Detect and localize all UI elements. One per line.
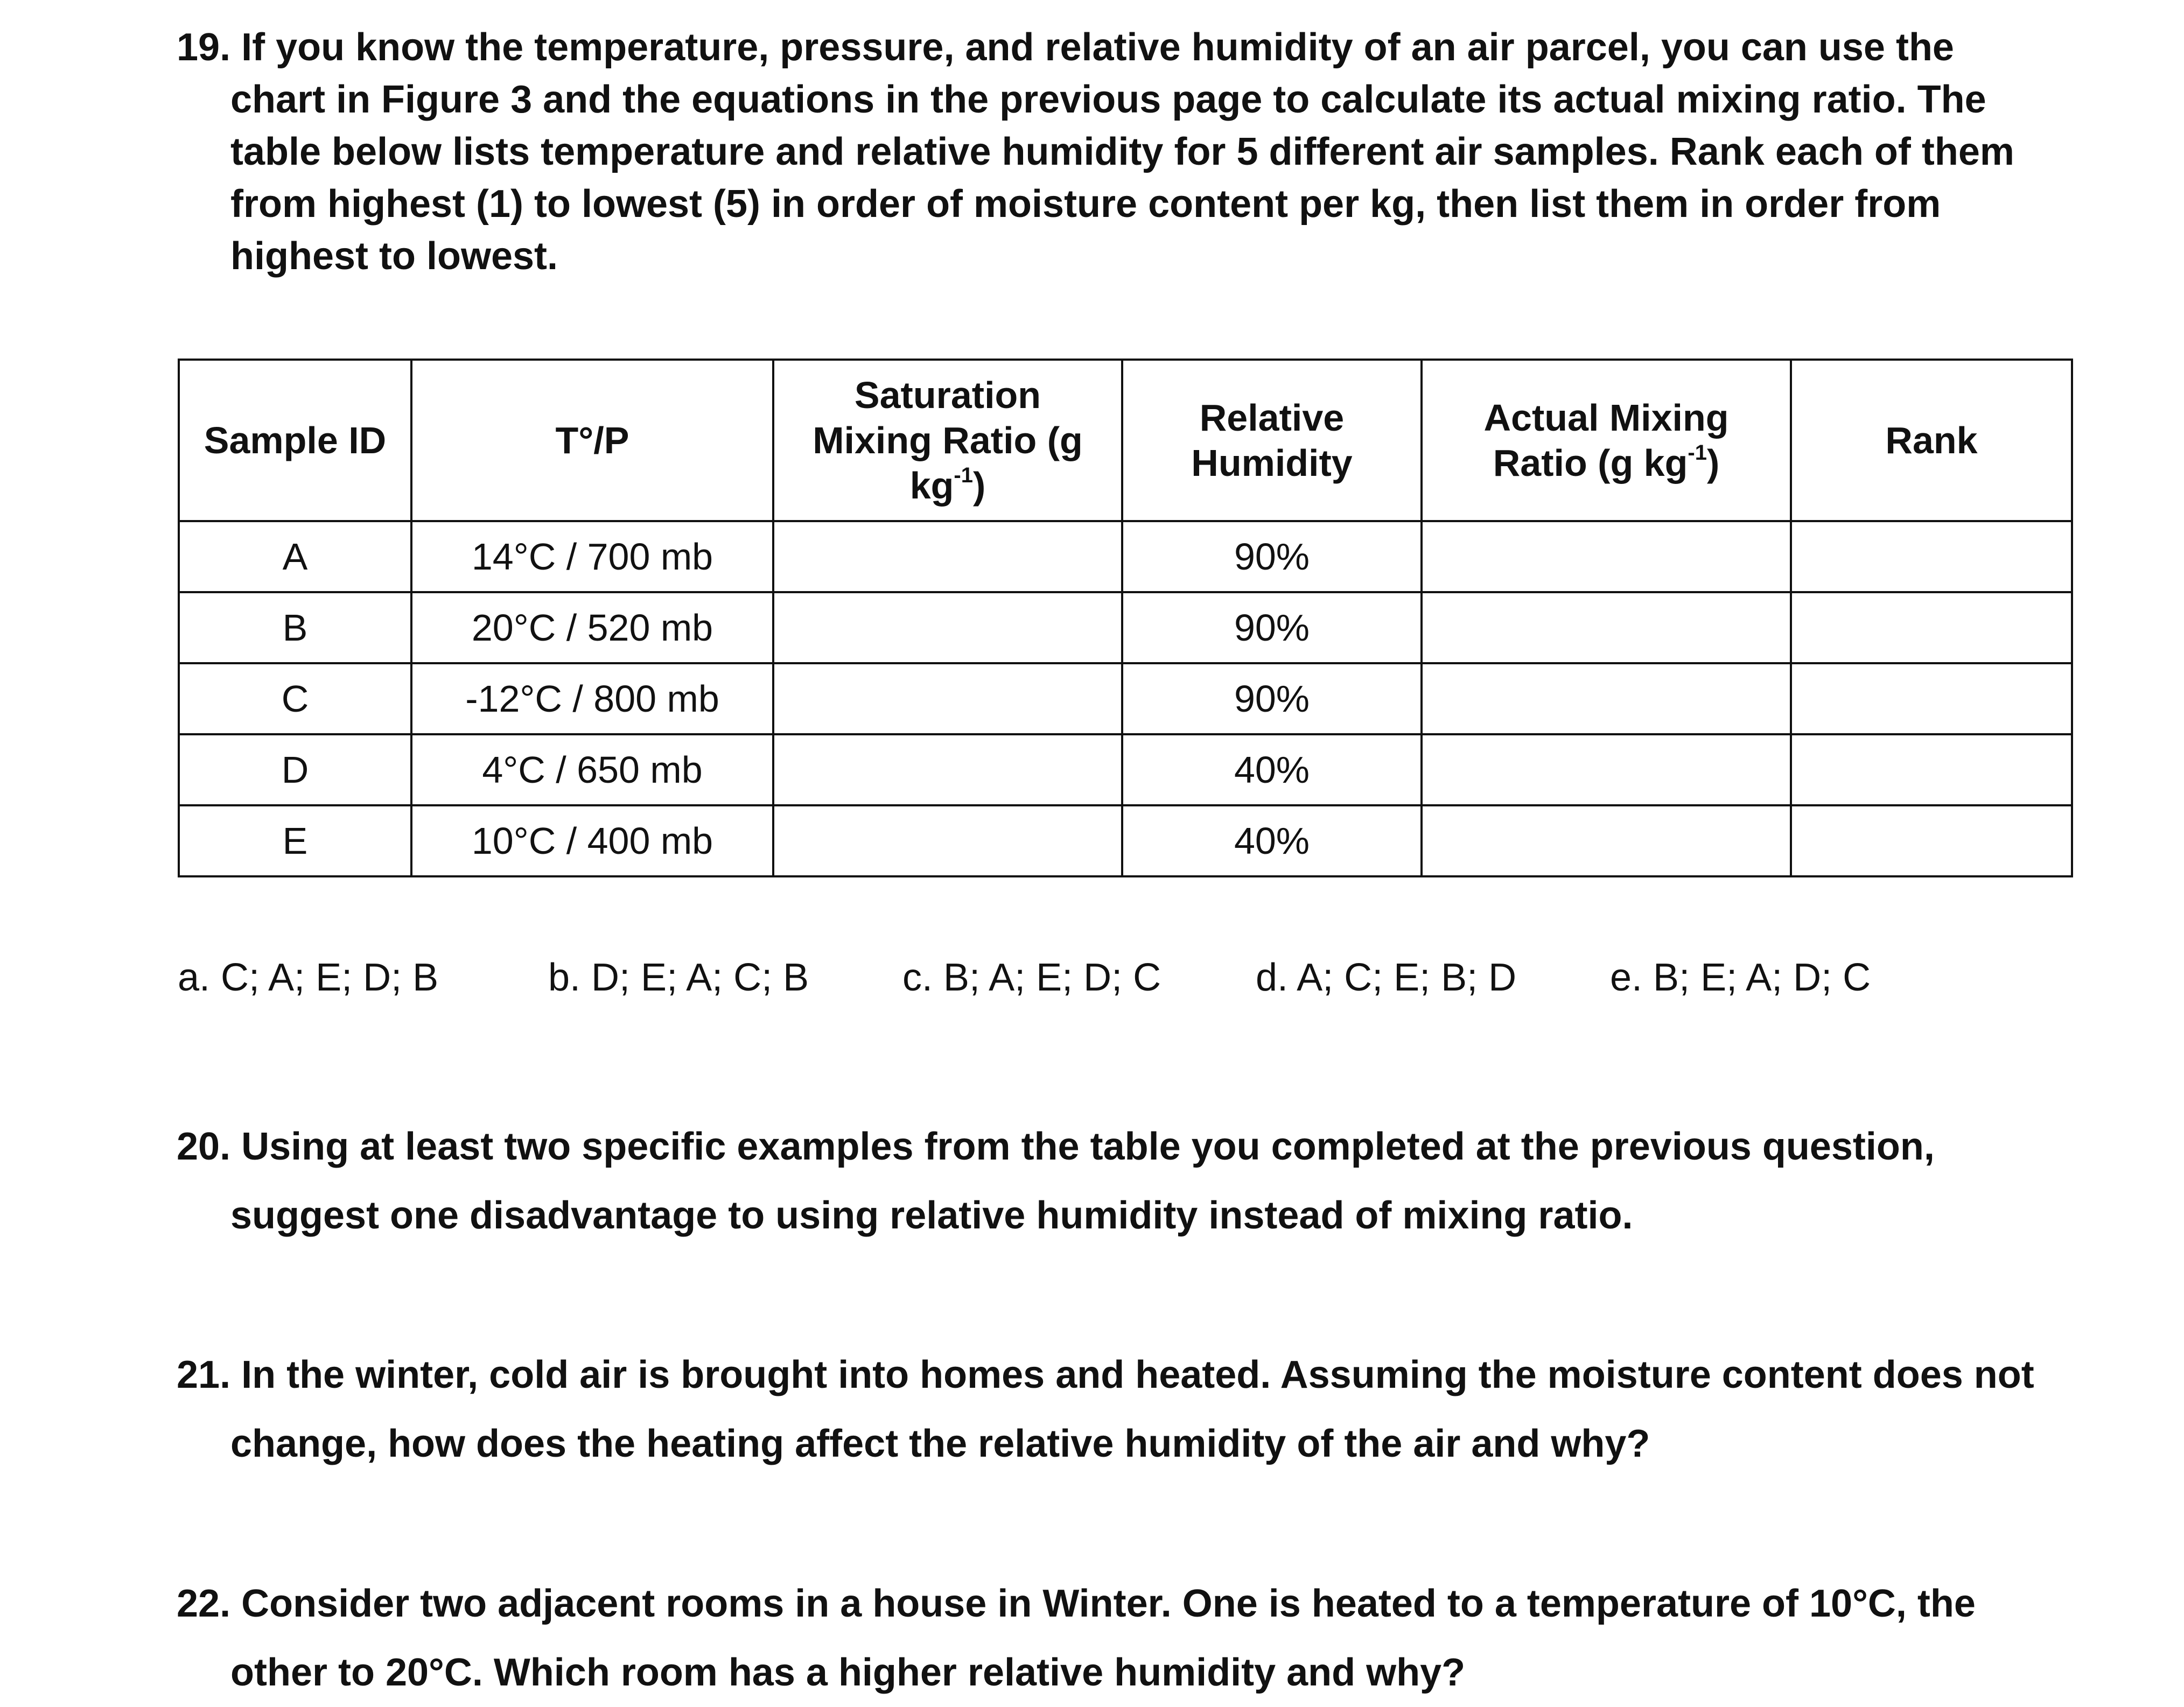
- cell-sample-id: A: [179, 521, 411, 592]
- cell-tp: -12°C / 800 mb: [411, 663, 773, 734]
- cell-actual-mixing-ratio[interactable]: [1422, 805, 1791, 876]
- table-row: [179, 592, 2072, 663]
- question-19-line-2: chart in Figure 3 and the equations in the previous page to calculate its actual mixing ratio. The: [230, 78, 1986, 121]
- question-19: [177, 22, 2094, 283]
- cell-relative-humidity: 90%: [1122, 663, 1422, 734]
- question-19-line-4: from highest (1) to lowest (5) in order of moisture content per kg, then list them in order from: [230, 182, 1941, 226]
- cell-saturation-mixing-ratio[interactable]: [773, 805, 1122, 876]
- header-tp: T°/P: [411, 360, 773, 521]
- cell-actual-mixing-ratio[interactable]: [1422, 592, 1791, 663]
- question-19-number: 19.: [177, 26, 231, 69]
- cell-relative-humidity: 90%: [1122, 592, 1422, 663]
- cell-tp: 4°C / 650 mb: [411, 734, 773, 805]
- cell-tp: 14°C / 700 mb: [411, 521, 773, 592]
- cell-saturation-mixing-ratio[interactable]: [773, 734, 1122, 805]
- cell-actual-mixing-ratio[interactable]: [1422, 521, 1791, 592]
- cell-actual-mixing-ratio[interactable]: [1422, 734, 1791, 805]
- question-19-line-1: 19. If you know the temperature, pressure, and relative humidity of an air parcel, you can use the: [177, 22, 2094, 74]
- question-22-number: 22.: [177, 1582, 231, 1625]
- question-21: [177, 1340, 2094, 1478]
- cell-rank[interactable]: [1791, 734, 2072, 805]
- header-relative-humidity: Relative Humidity: [1122, 360, 1422, 521]
- choice-d[interactable]: d. A; C; E; B; D: [1256, 956, 1517, 999]
- cell-relative-humidity: 40%: [1122, 805, 1422, 876]
- cell-sample-id: E: [179, 805, 411, 876]
- cell-sample-id: D: [179, 734, 411, 805]
- question-22: [177, 1569, 2094, 1707]
- table-row: [179, 521, 2072, 592]
- cell-tp: 20°C / 520 mb: [411, 592, 773, 663]
- cell-rank[interactable]: [1791, 592, 2072, 663]
- cell-rank[interactable]: [1791, 521, 2072, 592]
- table-row: [179, 734, 2072, 805]
- cell-saturation-mixing-ratio[interactable]: [773, 592, 1122, 663]
- question-22-line-1: 22. Consider two adjacent rooms in a house in Winter. One is heated to a temperature of 10°C, the: [177, 1569, 2094, 1638]
- question-20-line-1: 20. Using at least two specific examples from the table you completed at the previous question,: [177, 1112, 2094, 1181]
- cell-relative-humidity: 40%: [1122, 734, 1422, 805]
- choice-c[interactable]: c. B; A; E; D; C: [902, 956, 1161, 999]
- question-20-line-2: suggest one disadvantage to using relative humidity instead of mixing ratio.: [230, 1194, 1633, 1237]
- question-21-line-1: 21. In the winter, cold air is brought into homes and heated. Assuming the moisture content does not: [177, 1340, 2094, 1409]
- question-22-line-2: other to 20°C. Which room has a higher relative humidity and why?: [230, 1651, 1466, 1694]
- question-20-number: 20.: [177, 1125, 231, 1168]
- question-21-number: 21.: [177, 1353, 231, 1396]
- table-row: [179, 663, 2072, 734]
- choice-b[interactable]: b. D; E; A; C; B: [548, 956, 809, 999]
- answer-choices: [0, 956, 2184, 1009]
- question-20: [177, 1112, 2094, 1250]
- header-sample-id: Sample ID: [179, 360, 411, 521]
- cell-relative-humidity: 90%: [1122, 521, 1422, 592]
- header-saturation-mixing-ratio: Saturation Mixing Ratio (g $kg^{-1}$): [773, 360, 1122, 521]
- sample-table: [178, 359, 2073, 877]
- choice-e[interactable]: e. B; E; A; D; C: [1610, 956, 1871, 999]
- cell-rank[interactable]: [1791, 663, 2072, 734]
- question-21-line-2: change, how does the heating affect the relative humidity of the air and why?: [230, 1422, 1650, 1465]
- header-actual-mixing-ratio: Actual Mixing Ratio (g $kg^{-1}$): [1422, 360, 1791, 521]
- table-header-row: [179, 360, 2072, 521]
- choice-a[interactable]: a. C; A; E; D; B: [178, 956, 439, 999]
- cell-saturation-mixing-ratio[interactable]: [773, 521, 1122, 592]
- table-row: [179, 805, 2072, 876]
- cell-tp: 10°C / 400 mb: [411, 805, 773, 876]
- cell-sample-id: C: [179, 663, 411, 734]
- question-19-line-3: table below lists temperature and relative humidity for 5 different air samples. Rank each of them: [230, 130, 2014, 173]
- cell-sample-id: B: [179, 592, 411, 663]
- cell-actual-mixing-ratio[interactable]: [1422, 663, 1791, 734]
- cell-saturation-mixing-ratio[interactable]: [773, 663, 1122, 734]
- cell-rank[interactable]: [1791, 805, 2072, 876]
- question-19-line-5: highest to lowest.: [230, 235, 558, 278]
- header-rank: Rank: [1791, 360, 2072, 521]
